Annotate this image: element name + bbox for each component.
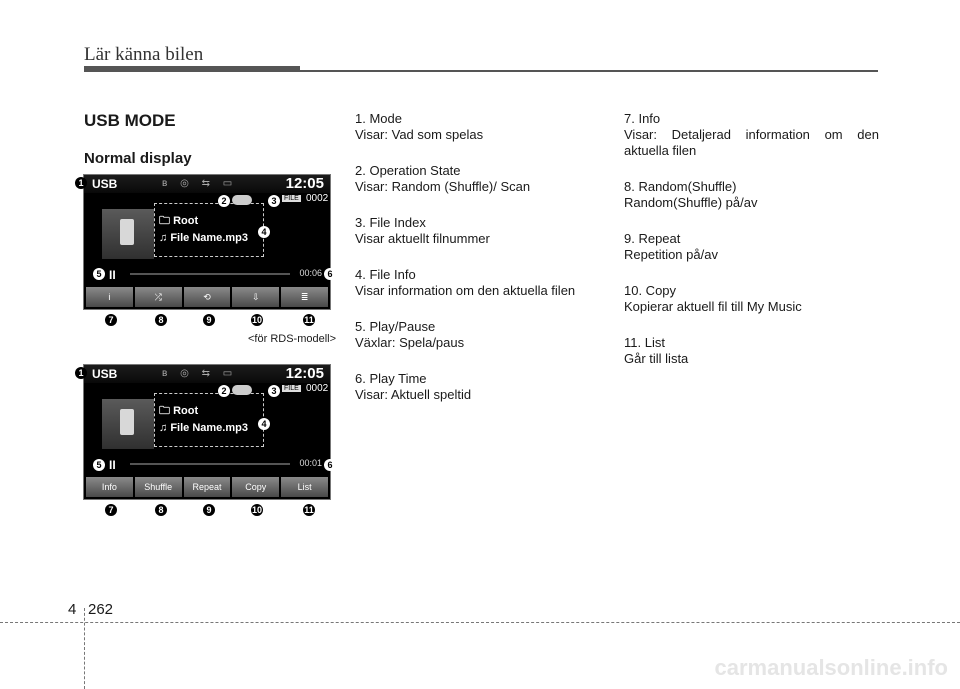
album-art [102, 399, 154, 449]
mode-label: USB [92, 177, 118, 191]
item-operation-state: 2. Operation State Visar: Random (Shuffle)/ Scan [355, 163, 531, 194]
progress-bar [130, 463, 290, 465]
button-row [86, 477, 328, 497]
file-info-box [154, 203, 264, 257]
progress-bar [130, 273, 290, 275]
item-file-info: 4. File Info Visar information om den aktuella filen [355, 267, 576, 298]
copy-icon-button[interactable]: ⇩ [232, 287, 279, 307]
callout-8: 8 [155, 504, 167, 516]
callout-11: 11 [304, 505, 314, 515]
callout-4: 4 [258, 418, 270, 430]
mode-label: USB [92, 367, 118, 381]
usb-stick-icon [120, 409, 134, 435]
callout-9: 9 [203, 314, 215, 326]
play-pause-icon[interactable]: II [109, 458, 116, 472]
callout-7: 7 [105, 504, 117, 516]
callout-11: 11 [304, 315, 314, 325]
header-title: Lär känna bilen [84, 44, 204, 65]
file-row [159, 232, 248, 244]
usb-screen-rds [83, 364, 331, 500]
callout-5: 5 [93, 459, 105, 471]
screen-top-bar [84, 175, 330, 193]
repeat-button[interactable]: Repeat [184, 477, 231, 497]
usb-stick-icon [120, 219, 134, 245]
section-subtitle: Normal display [84, 150, 192, 167]
item-info: 7. Info Visar: Detaljerad information om den aktuella filen [624, 111, 879, 158]
callout-10: 10 [251, 315, 262, 325]
folder-icon: 🗀 [159, 405, 174, 417]
button-row [86, 287, 328, 307]
section-title: USB MODE [84, 111, 176, 130]
item-copy: 10. Copy Kopierar aktuell fil till My Music [624, 283, 802, 314]
folder-name: Root [173, 215, 199, 227]
file-tag: FILE [284, 195, 299, 202]
items-column-left [355, 111, 610, 423]
header-bar [84, 66, 300, 72]
callout-5: 5 [93, 268, 105, 280]
copy-button[interactable]: Copy [232, 477, 279, 497]
callout-2: 2 [218, 385, 230, 397]
file-name: File Name.mp3 [170, 232, 248, 244]
play-time: 00:01 [299, 458, 322, 468]
usb-screen-standard [83, 174, 331, 310]
callout-2: 2 [218, 195, 230, 207]
clock: 12:05 [285, 175, 324, 192]
file-index: 0002 [306, 383, 329, 394]
file-index: 0002 [306, 193, 329, 204]
page-number: 262 [88, 601, 114, 618]
status-icons: ʙ ◎ ⇆ ▭ [162, 178, 238, 189]
figure-caption: <för RDS-modell> [248, 333, 337, 345]
header-rule [300, 70, 878, 72]
callout-10: 10 [251, 505, 262, 515]
shuffle-button[interactable]: Shuffle [135, 477, 182, 497]
file-name: File Name.mp3 [170, 422, 248, 434]
callout-8: 8 [155, 314, 167, 326]
music-note-icon: ♫ [159, 422, 171, 434]
item-mode: 1. Mode Visar: Vad som spelas [355, 111, 484, 142]
callout-1: 1 [75, 367, 87, 379]
footer-divider [84, 608, 85, 689]
items-column-right [624, 111, 879, 387]
callout-6: 6 [324, 459, 336, 471]
album-art [102, 209, 154, 259]
file-row [159, 422, 248, 434]
status-icons: ʙ ◎ ⇆ ▭ [162, 368, 238, 379]
screen-top-bar [84, 365, 330, 383]
callout-3: 3 [268, 195, 280, 207]
folder-row [159, 212, 198, 231]
item-random: 8. Random(Shuffle) Random(Shuffle) på/av [624, 179, 758, 210]
list-icon-button[interactable]: ≣ [281, 287, 328, 307]
item-play-pause: 5. Play/Pause Växlar: Spela/paus [355, 319, 465, 350]
list-button[interactable]: List [281, 477, 328, 497]
play-time: 00:06 [299, 268, 322, 278]
folder-icon: 🗀 [159, 215, 174, 227]
music-note-icon: ♫ [159, 232, 171, 244]
folder-name: Root [173, 405, 199, 417]
footer-rule [0, 622, 960, 623]
file-info-box [154, 393, 264, 447]
item-list: 11. List Går till lista [624, 335, 689, 366]
repeat-icon-button[interactable]: ⟲ [184, 287, 231, 307]
item-play-time: 6. Play Time Visar: Aktuell speltid [355, 371, 472, 402]
callout-6: 6 [324, 268, 336, 280]
callout-1: 1 [75, 177, 87, 189]
file-tag: FILE [284, 385, 299, 392]
item-repeat: 9. Repeat Repetition på/av [624, 231, 718, 262]
info-icon-button[interactable]: i [86, 287, 133, 307]
chapter-number: 4 [68, 601, 77, 618]
callout-9: 9 [203, 504, 215, 516]
callout-3: 3 [268, 385, 280, 397]
info-button[interactable]: Info [86, 477, 133, 497]
play-pause-icon[interactable]: II [109, 268, 116, 282]
clock: 12:05 [285, 365, 324, 382]
folder-row [159, 402, 198, 421]
shuffle-icon-button[interactable]: ⤮ [135, 287, 182, 307]
callout-7: 7 [105, 314, 117, 326]
callout-4: 4 [258, 226, 270, 238]
watermark: carmanualsonline.info [714, 655, 948, 680]
item-file-index: 3. File Index Visar aktuellt filnummer [355, 215, 490, 246]
